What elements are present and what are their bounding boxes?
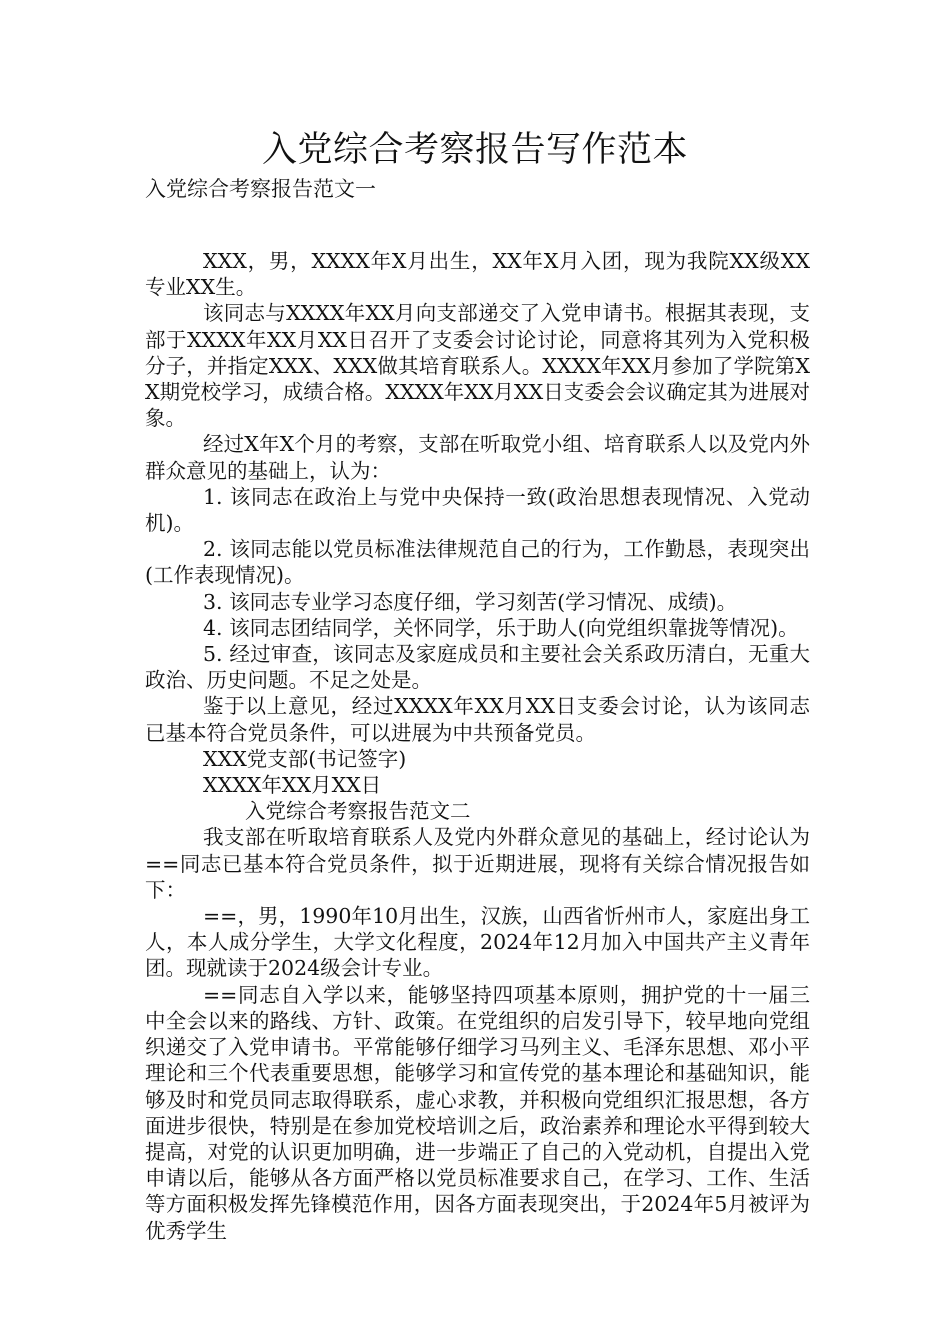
document-title: 入党综合考察报告写作范本 (261, 130, 688, 170)
list-item-3: 3. 该同志专业学习态度仔细，学习刻苦(学习情况、成绩)。 (203, 589, 738, 614)
document-body (145, 248, 810, 1244)
paragraph-two-intro: 我支部在听取培育联系人及党内外群众意见的基础上，经讨论认为==同志已基本符合党员条件，拟于近期进展，现将有关综合情况报告如下： (145, 825, 810, 902)
paragraph-two-performance: ==同志自入学以来，能够坚持四项基本原则，拥护党的十一届三中全会以来的路线、方针、政策。在党组织的启发引导下，较早地向党组织递交了入党申请书。平常能够仔细学习马列主义、毛泽东思想、邓小平理论和三个代表重要思想，能够学习和宣传党的基本理论和基础知识，能够及时和党员同志取得联系，虚心求教，并积极向党组织汇报思想，各方面进步很快，特别是在参加党校培训之后，政治素养和理论水平得到较大提高，对党的认识更加明确，进一步端正了自己的入党动机，自提出入党申请以后，能够从各方面严格以党员标准要求自己，在学习、工作、生活等方面积极发挥先锋模范作用，因各方面表现突出，于2024年5月被评为优秀学生 (145, 982, 810, 1243)
list-item-2: 2. 该同志能以党员标准法律规范自己的行为，工作勤恳，表现突出(工作表现情况)。 (145, 537, 810, 588)
signature-line: XXX党支部(书记签字) (203, 746, 407, 771)
document-subtitle: 入党综合考察报告范文一 (145, 177, 376, 201)
paragraph-two-profile: ==，男，1990年10月出生，汉族，山西省忻州市人，家庭出身工人，本人成分学生，大学文化程度，2024年12月加入中国共产主义青年团。现就读于2024级会计专业。 (145, 904, 810, 981)
list-item-1: 1. 该同志在政治上与党中央保持一致(政治思想表现情况、入党动机)。 (145, 484, 810, 536)
paragraph-intro: XXX，男，XXXX年X月出生，XX年X月入团，现为我院XX级XX专业XX生。 (145, 249, 810, 300)
list-item-4: 4. 该同志团结同学，关怀同学，乐于助人(向党组织靠拢等情况)。 (203, 615, 799, 640)
date-line: XXXX年XX月XX日 (203, 773, 382, 798)
paragraph-application: 该同志与XXXX年XX月向支部递交了入党申请书。根据其表现，支部于XXXX年XX月XX日召开了支委会讨论讨论，同意将其列为入党积极分子，并指定XXX、XXX做其培育联系人。XXXX年XX月参加了学院第XX期党校学习，成绩合格。XXXX年XX月XX日支委会会议确定其为进展对象。 (145, 301, 810, 431)
paragraph-conclusion: 鉴于以上意见，经过XXXX年XX月XX日支委会讨论，认为该同志已基本符合党员条件，可以进展为中共预备党员。 (145, 694, 810, 745)
paragraph-assessment: 经过X年X个月的考察，支部在听取党小组、培育联系人以及党内外群众意见的基础上，认为： (145, 432, 810, 483)
section-heading-two: 入党综合考察报告范文二 (245, 799, 471, 824)
list-item-5: 5. 经过审查，该同志及家庭成员和主要社会关系政历清白，无重大政治、历史问题。不足之处是。 (145, 642, 810, 693)
